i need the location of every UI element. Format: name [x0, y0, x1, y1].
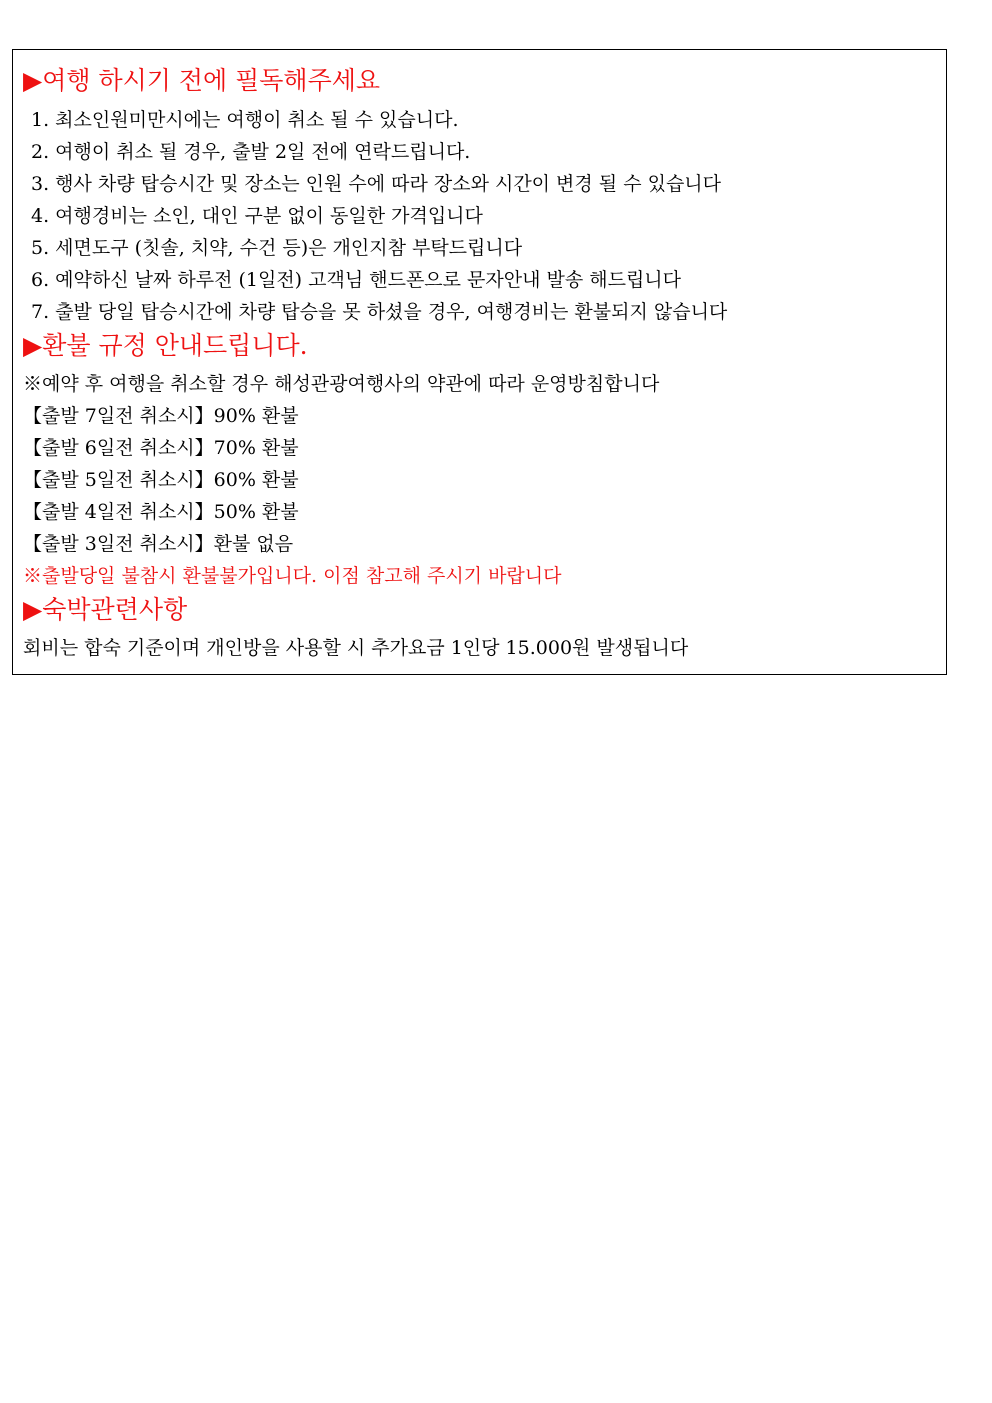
- before-travel-item-2: 2. 여행이 취소 될 경우, 출발 2일 전에 연락드립니다.: [31, 141, 471, 163]
- refund-item-6-days: 【출발 6일전 취소시】70% 환불: [23, 437, 299, 459]
- refund-warning: ※출발당일 불참시 환불불가입니다. 이점 참고해 주시기 바랍니다: [23, 565, 562, 587]
- refund-heading-text: 환불 규정 안내드립니다.: [42, 331, 308, 360]
- refund-note: ※예약 후 여행을 취소할 경우 해성관광여행사의 약관에 따라 운영방침합니다: [23, 373, 660, 395]
- triangle-right-icon: ▶: [23, 595, 43, 624]
- lodging-text: 회비는 합숙 기준이며 개인방을 사용할 시 추가요금 1인당 15.000원 발생됩니다: [23, 637, 689, 659]
- before-travel-item-3: 3. 행사 차량 탑승시간 및 장소는 인원 수에 따라 장소와 시간이 변경 될 수 있습니다: [31, 173, 722, 195]
- lodging-heading-text: 숙박관련사항: [42, 595, 188, 624]
- before-travel-item-5: 5. 세면도구 (칫솔, 치약, 수건 등)은 개인지참 부탁드립니다: [31, 237, 523, 259]
- before-travel-item-4: 4. 여행경비는 소인, 대인 구분 없이 동일한 가격입니다: [31, 205, 483, 227]
- triangle-right-icon: ▶: [23, 331, 43, 360]
- before-travel-heading-text: 여행 하시기 전에 필독해주세요: [42, 66, 381, 95]
- refund-heading: [23, 331, 308, 361]
- before-travel-item-1: 1. 최소인원미만시에는 여행이 취소 될 수 있습니다.: [31, 109, 459, 131]
- refund-item-7-days: 【출발 7일전 취소시】90% 환불: [23, 405, 299, 427]
- before-travel-item-6: 6. 예약하신 날짜 하루전 (1일전) 고객님 핸드폰으로 문자안내 발송 해드립니다: [31, 269, 682, 291]
- before-travel-heading: [23, 66, 380, 96]
- triangle-right-icon: ▶: [23, 66, 43, 95]
- refund-item-3-days: 【출발 3일전 취소시】환불 없음: [23, 533, 294, 555]
- notice-box: [12, 49, 947, 675]
- refund-item-4-days: 【출발 4일전 취소시】50% 환불: [23, 501, 299, 523]
- lodging-heading: [23, 595, 187, 625]
- before-travel-item-7: 7. 출발 당일 탑승시간에 차량 탑승을 못 하셨을 경우, 여행경비는 환불되지 않습니다: [31, 301, 728, 323]
- refund-item-5-days: 【출발 5일전 취소시】60% 환불: [23, 469, 299, 491]
